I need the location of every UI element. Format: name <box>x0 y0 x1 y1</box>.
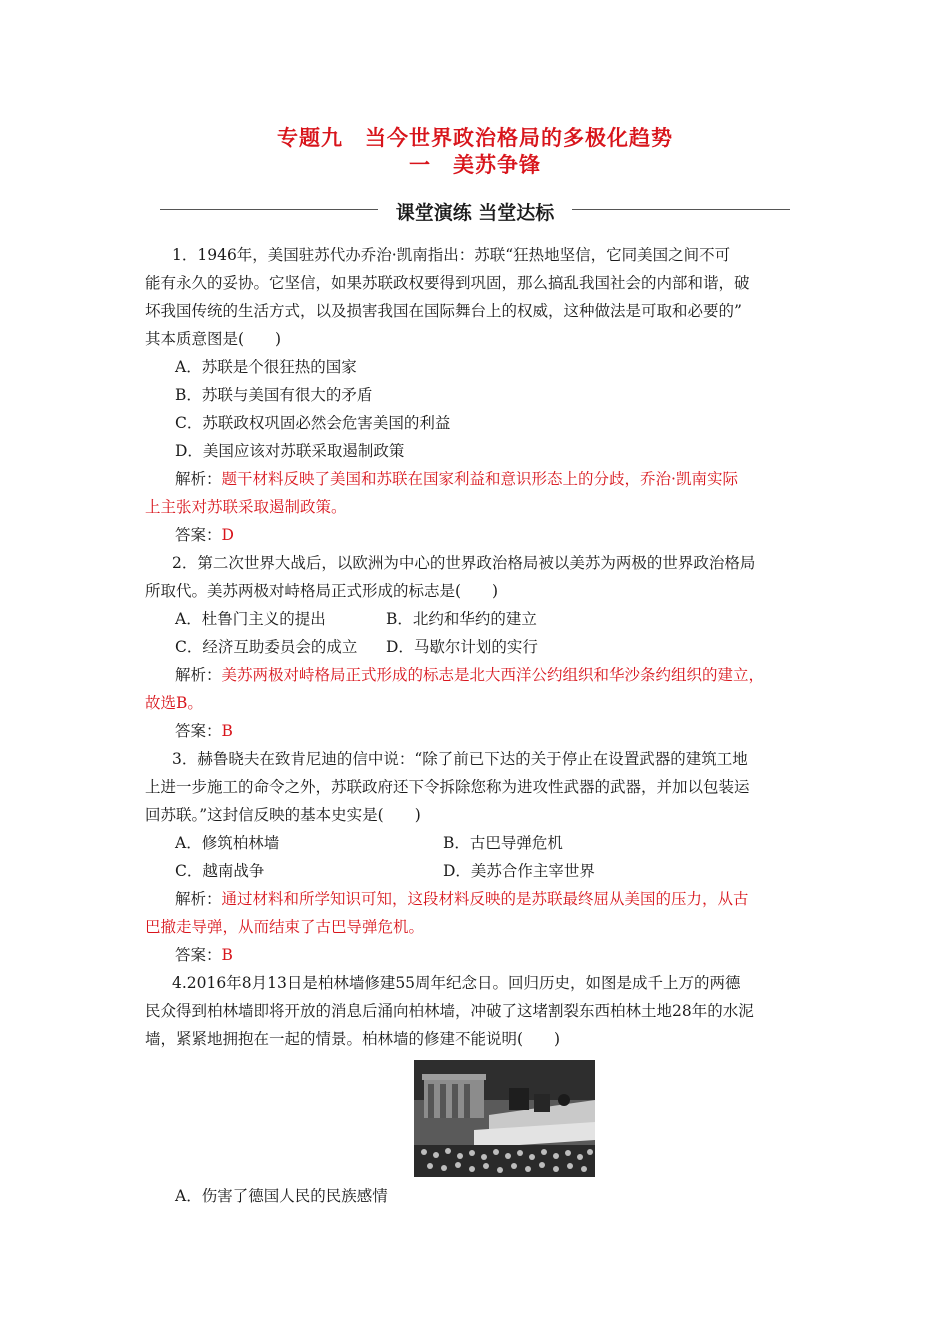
answer-label: 答案： <box>175 722 222 740</box>
q1-stem-line: 坏我国传统的生活方式，以及损害我国在国际舞台上的权威，这种做法是可取和必要的” <box>145 302 742 320</box>
chapter-title: 专题九 当今世界政治格局的多极化趋势 <box>277 126 673 150</box>
q1-option-d: D．美国应该对苏联采取遏制政策 <box>175 442 405 460</box>
section-header <box>160 196 790 224</box>
q2-option-a: A．杜鲁门主义的提出 <box>175 610 326 628</box>
q3-option-b: B．古巴导弹危机 <box>443 834 563 852</box>
q1-stem-line: 1．1946年，美国驻苏代办乔治·凯南指出：苏联“狂热地坚信，它同美国之间不可 <box>172 246 731 264</box>
lesson-title: 一 美苏争锋 <box>409 153 541 177</box>
q4-stem-line: 民众得到柏林墙即将开放的消息后涌向柏林墙，冲破了这堵割裂东西柏林土地28年的水泥 <box>145 1002 754 1020</box>
q3-option-a: A．修筑柏林墙 <box>175 834 280 852</box>
q1-analysis <box>175 469 738 489</box>
q1-stem-line: 其本质意图是( ) <box>145 330 282 348</box>
q2-stem-line: 2．第二次世界大战后，以欧洲为中心的世界政治格局被以美苏为两极的世界政治格局 <box>172 554 756 572</box>
q2-analysis-line: 故选B。 <box>145 694 203 712</box>
q2-option-c: C．经济互助委员会的成立 <box>175 638 358 656</box>
q3-stem-line: 回苏联。”这封信反映的基本史实是( ) <box>145 806 421 824</box>
analysis-text: 题干材料反映了美国和苏联在国家利益和意识形态上的分歧，乔治·凯南实际 <box>221 470 738 488</box>
section-label: 课堂演练 当堂达标 <box>395 202 555 224</box>
q2-option-d: D．马歇尔计划的实行 <box>386 638 538 656</box>
q4-stem-line: 4.2016年8月13日是柏林墙修建55周年纪念日。回归历史，如图是成千上万的两德 <box>172 974 741 992</box>
analysis-text: 通过材料和所学知识可知，这段材料反映的是苏联最终屈从美国的压力，从古 <box>221 890 749 908</box>
q3-option-d: D．美苏合作主宰世界 <box>443 862 595 880</box>
q1-option-a: A．苏联是个很狂热的国家 <box>175 358 357 376</box>
q3-stem-line: 上进一步施工的命令之外，苏联政府还下令拆除您称为进攻性武器的武器，并加以包装运 <box>145 778 750 796</box>
answer-value: B <box>221 722 233 740</box>
q3-option-c: C．越南战争 <box>175 862 265 880</box>
q2-answer <box>175 721 233 741</box>
q1-answer <box>175 525 234 545</box>
berlin-wall-photo <box>414 1060 595 1177</box>
section-rule-right <box>572 209 790 210</box>
q1-analysis-line: 上主张对苏联采取遏制政策。 <box>145 498 347 516</box>
q4-stem-line: 墙，紧紧地拥抱在一起的情景。柏林墙的修建不能说明( ) <box>145 1030 561 1048</box>
q4-option-a: A．伤害了德国人民的民族感情 <box>175 1187 388 1205</box>
answer-value: B <box>221 946 233 964</box>
q3-stem-line: 3．赫鲁晓夫在致肯尼迪的信中说：“除了前已下达的关于停止在设置武器的建筑工地 <box>172 750 748 768</box>
analysis-text: 美苏两极对峙格局正式形成的标志是北大西洋公约组织和华沙条约组织的建立， <box>221 666 765 684</box>
q3-answer <box>175 945 233 965</box>
q3-analysis <box>175 889 749 909</box>
analysis-label: 解析： <box>175 890 222 908</box>
q3-analysis-line: 巴撤走导弹，从而结束了古巴导弹危机。 <box>145 918 425 936</box>
q1-option-b: B．苏联与美国有很大的矛盾 <box>175 386 373 404</box>
q2-analysis <box>175 665 764 685</box>
answer-value: D <box>221 526 234 544</box>
answer-label: 答案： <box>175 526 222 544</box>
q1-option-c: C．苏联政权巩固必然会危害美国的利益 <box>175 414 451 432</box>
analysis-label: 解析： <box>175 470 222 488</box>
answer-label: 答案： <box>175 946 222 964</box>
q2-stem-line: 所取代。美苏两极对峙格局正式形成的标志是( ) <box>145 582 499 600</box>
q2-option-b: B．北约和华约的建立 <box>386 610 537 628</box>
q1-stem-line: 能有永久的妥协。它坚信，如果苏联政权要得到巩固，那么搞乱我国社会的内部和谐，破 <box>145 274 750 292</box>
analysis-label: 解析： <box>175 666 222 684</box>
